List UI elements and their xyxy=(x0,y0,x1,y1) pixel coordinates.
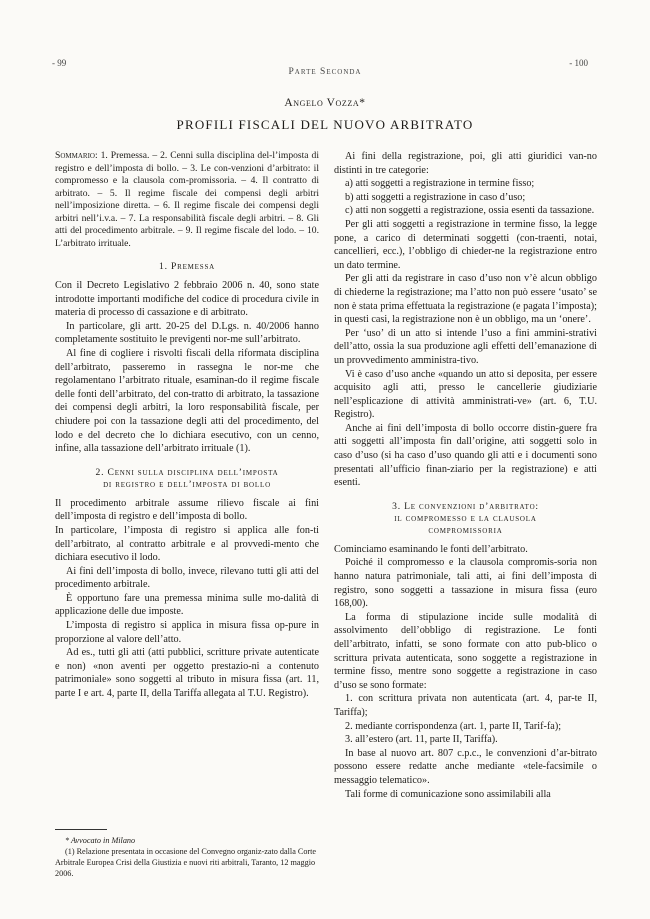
paragraph: Tali forme di comunicazione sono assimilabili alla xyxy=(345,788,551,800)
summary xyxy=(55,150,319,250)
paragraph: Con il Decreto Legislativo 2 febbraio 2006 n. 40, sono state introdotte importanti modifiche del codice di procedura civile in materia di processo di cassazione e di arbitrato. xyxy=(55,280,319,319)
paragraph: In particolare, l’imposta di registro si applica alle fon-ti dell’arbitrato, al contratto arbitrale e al provvedi-mento che dichiara esecutivo il lodo. xyxy=(55,524,319,564)
paragraph: Poiché il compromesso e la clausola compromis-soria non hanno natura patrimoniale, tali atti, ai fini dell’imposta di registro, sono soggetti a tassazione in misura fissa (euro 168,00). xyxy=(334,557,597,610)
paragraph: È opportuno fare una premessa minima sulle mo-dalità di applicazione delle due imposte. xyxy=(55,592,319,618)
paragraph: Per gli atti soggetti a registrazione in termine fisso, la legge pone, a carico di determinati soggetti (con-traenti, notai, cancellieri, ecc.), l’obbligo di chieder-ne la registrazione entro un dato termine. xyxy=(334,218,597,271)
paragraph: Cominciamo esaminando le fonti dell’arbitrato. xyxy=(334,543,528,555)
article-title: PROFILI FISCALI DEL NUOVO ARBITRATO xyxy=(176,117,474,132)
paragraph: Ad es., tutti gli atti (atti pubblici, scritture private autenticate e non) «non aventi per oggetto prestazio-ni a contenuto patrimoniale» sono soggetti al tributo in misura fissa (art. 11, parte I e art. 4, parte II, della Tariffa allegata al T.U. Registro). xyxy=(55,647,319,700)
section-2-heading-line-2: di registro e dell’imposta di bollo xyxy=(103,478,271,490)
right-column xyxy=(334,150,597,801)
paragraph: Ai fini della registrazione, poi, gli atti giuridici van-no distinti in tre categorie: xyxy=(334,151,597,176)
list-item: b) atti soggetti a registrazione in caso d’uso; xyxy=(345,191,526,203)
paragraph: La forma di stipulazione incide sulle modalità di assolvimento dell’obbligo di registrazione. Le fonti dell’arbitrato, infatti, se sono formate con atto pub-blico o scrittura privata autenticata, sono soggette a registrazione in termine fisso, mentre sono soggette a registrazione in caso d’uso se sono formate: xyxy=(334,611,597,691)
paragraph: In particolare, gli artt. 20-25 del D.Lgs. n. 40/2006 hanno completamente sostituito le previgenti nor-me sull’arbitrato. xyxy=(55,320,319,346)
summary-text: 1. Premessa. – 2. Cenni sulla disciplina del-l’imposta di registro e dell’imposta di bollo. – 3. Le con-venzioni d’arbitrato: il compromesso e la clausola com-promissoria. – 4. Il contratto di arbitrato. – 5. Il regime fiscale dei compensi degli arbitri nell’imposizione diretta. – 6. Il regime fiscale dei compensi degli arbitri nell’i.v.a. – 7. La responsabilità fiscale degli arbitri. – 8. Gli atti del procedimento arbitrale. – 9. Il regime fiscale del lodo. – 10. L’arbitrato irrituale. xyxy=(55,150,319,249)
left-column xyxy=(55,150,319,701)
list-item: 1. con scrittura privata non autenticata (art. 4, par-te II, Tariffa); xyxy=(334,693,597,718)
paragraph: Per gli atti da registrare in caso d’uso non v’è alcun obbligo di chiederne la registrazione; ma l’atto non può essere ‘usato’ se non è stata prima effettuata la registrazione (e pagata l’imposta); in questi casi, la registrazione non è un obbligo, ma un ‘onere’. xyxy=(334,273,597,326)
paragraph: Al fine di cogliere i risvolti fiscali della riformata disciplina dell’arbitrato, passeremo in rassegna le nor-me che regolamentano l’arbitrato rituale, esaminan-do il regime fiscale delle fonti dell’arbitrato, del con-tratto di arbitrato, la tassazione dei compensi degli arbitri, la loro responsabilità fiscale, per chiudere poi con la tassazione degli atti del procedimento, del lodo e del decreto che lo dichiara esecutivo, con un cenno, infine, alla tassazione dell’arbitrato irrituale (1). xyxy=(55,347,319,455)
page-number-right: - 100 xyxy=(569,58,588,68)
paragraph: Per ‘uso’ di un atto si intende l’uso a fini ammini-strativi dell’atto, ossia la sua produzione agli effetti dell’emanazione di un provvedimento amministra-tivo. xyxy=(334,327,597,366)
section-1-heading: 1. Premessa xyxy=(158,261,215,272)
list-item: 3. all’estero (art. 11, parte II, Tariffa). xyxy=(345,734,498,746)
section-3-heading xyxy=(334,501,597,537)
footnote-author: * Avvocato in Milano xyxy=(65,836,136,845)
paragraph: In base al nuovo art. 807 c.p.c., le convenzioni d’ar-bitrato possono essere redatte anche mediante «tele-facsimile o messaggio telematico». xyxy=(334,747,597,786)
list-item: 2. mediante corrispondenza (art. 1, parte II, Tarif-fa); xyxy=(345,720,562,732)
paragraph: Anche ai fini dell’imposta di bollo occorre distin-guere fra atti soggetti all’imposta fin dall’origine, atti soggetti solo in caso d’uso (si ha caso d’uso quando gli atti e i documenti sono presentati all’ufficio finan-ziario per la registrazione) e atti esenti. xyxy=(334,422,597,489)
section-2-heading xyxy=(55,467,319,491)
section-3-heading-line-3: compromissoria xyxy=(428,524,503,536)
article-author: Angelo Vozza* xyxy=(284,97,366,109)
section-2-heading-line-1: 2. Cenni sulla disciplina dell’imposta xyxy=(95,466,279,478)
running-head: Parte Seconda xyxy=(288,67,362,77)
paragraph: Ai fini dell’imposta di bollo, invece, rilevano tutti gli atti del procedimento arbitrale. xyxy=(55,565,319,591)
section-3-heading-line-1: 3. Le convenzioni d’arbitrato: xyxy=(392,500,539,512)
summary-label: Sommario: xyxy=(55,150,98,161)
paragraph: Il procedimento arbitrale assume rilievo fiscale ai fini dell’imposta di registro e dell’imposta di bollo. xyxy=(55,497,319,523)
footnote-rule xyxy=(55,829,107,830)
paragraph: Vi è caso d’uso anche «quando un atto si deposita, per essere acquisito agli atti, presso le cancellerie giudiziarie nell’esplicazione di attività amministrati-ve» (art. 6, T.U. Registro). xyxy=(334,368,597,421)
list-item: a) atti soggetti a registrazione in termine fisso; xyxy=(345,178,535,190)
section-3-heading-line-2: il compromesso e la clausola xyxy=(394,512,537,524)
page-number-left: - 99 xyxy=(52,58,67,68)
footnote-1: (1) Relazione presentata in occasione del Convegno organiz-zato dalla Corte Arbitrale Europea Crisi della Giustizia e nuovi riti arbitrali, Taranto, 12 maggio 2006. xyxy=(55,847,317,878)
list-item: c) atti non soggetti a registrazione, ossia esenti da tassazione. xyxy=(345,205,595,217)
paragraph: L’imposta di registro si applica in misura fissa op-pure in proporzione al valore dell’atto. xyxy=(55,620,319,645)
footnotes xyxy=(55,823,319,879)
